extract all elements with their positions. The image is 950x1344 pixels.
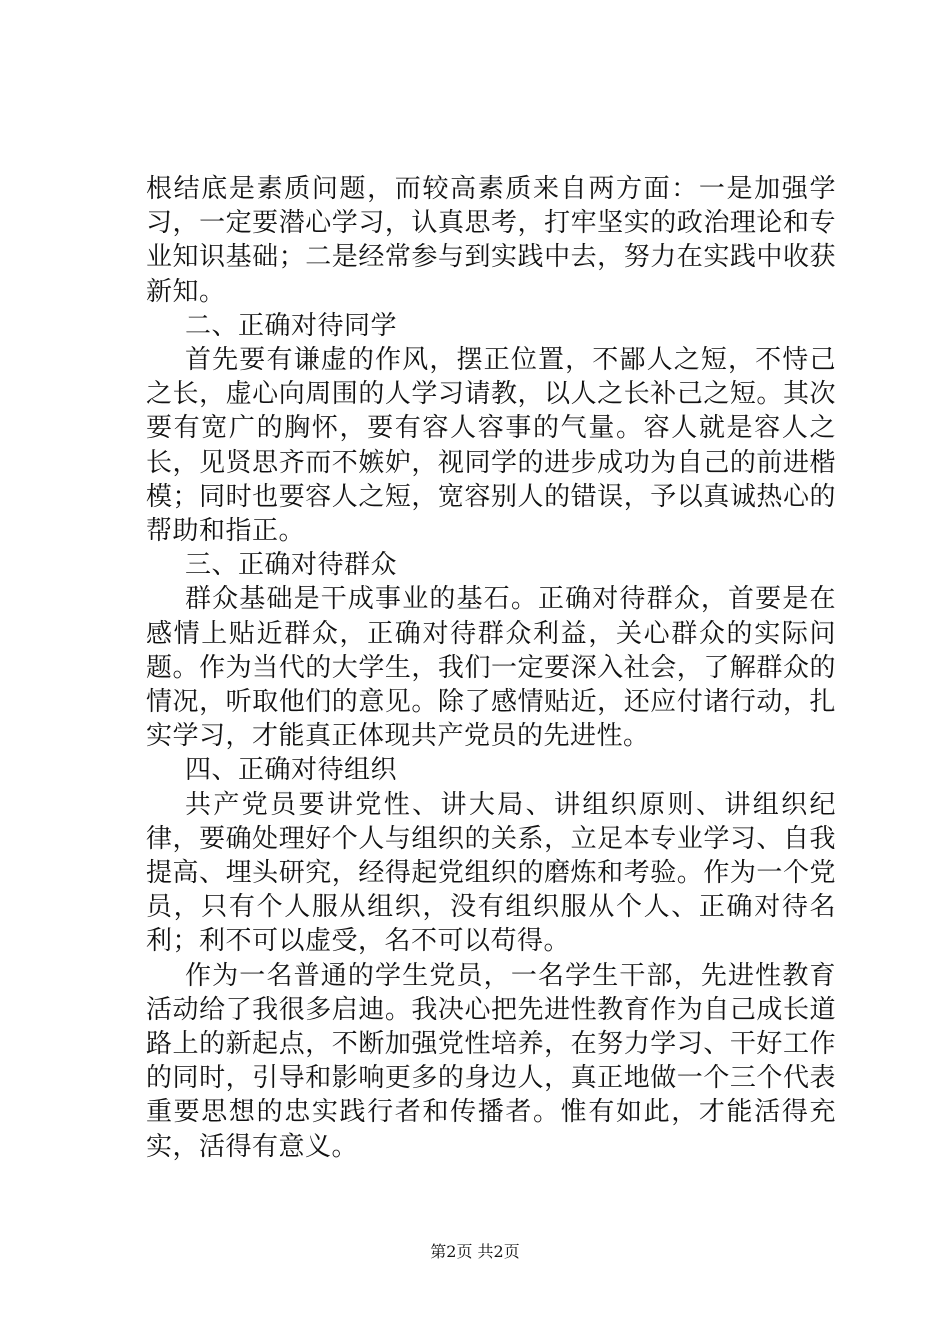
page-footer: 第2页 共2页 bbox=[430, 1242, 520, 1261]
paragraph-conclusion: 作为一名普通的学生党员，一名学生干部，先进性教育活动给了我很多启迪。我决心把先进性教育作为自己成长道路上的新起点，不断加强党性培养，在努力学习、干好工作的同时，引导和影响更多的身边人，真正地做一个三个代表重要思想的忠实践行者和传播者。惟有如此，才能活得充实，活得有意义。 bbox=[146, 960, 836, 1162]
document-body bbox=[146, 172, 836, 1164]
paragraph-continuation: 根结底是素质问题，而较高素质来自两方面：一是加强学习，一定要潜心学习，认真思考，打牢坚实的政治理论和专业知识基础；二是经常参与到实践中去，努力在实践中收获新知。 bbox=[146, 174, 836, 307]
paragraph-masses: 群众基础是干成事业的基石。正确对待群众，首要是在感情上贴近群众，正确对待群众利益，关心群众的实际问题。作为当代的大学生，我们一定要深入社会，了解群众的情况，听取他们的意见。除了感情贴近，还应付诸行动，扎实学习，才能真正体现共产党员的先进性。 bbox=[146, 584, 836, 752]
paragraph-classmates: 首先要有谦虚的作风，摆正位置，不鄙人之短，不恃己之长，虚心向周围的人学习请教，以人之长补己之短。其次要有宽广的胸怀，要有容人容事的气量。容人就是容人之长，见贤思齐而不嫉妒，视同学的进步成功为自己的前进楷模；同时也要容人之短，宽容别人的错误，予以真诚热心的帮助和指正。 bbox=[146, 345, 836, 547]
section-heading-masses: 三、正确对待群众 bbox=[185, 550, 398, 581]
paragraph-organization: 共产党员要讲党性、讲大局、讲组织原则、讲组织纪律，要确处理好个人与组织的关系，立足本专业学习、自我提高、埋头研究，经得起党组织的磨炼和考验。作为一个党员，只有个人服从组织，没有组织服从个人、正确对待名利；利不可以虚受，名不可以苟得。 bbox=[146, 789, 836, 957]
section-heading-classmates: 二、正确对待同学 bbox=[185, 310, 398, 341]
section-heading-organization: 四、正确对待组织 bbox=[185, 755, 398, 786]
